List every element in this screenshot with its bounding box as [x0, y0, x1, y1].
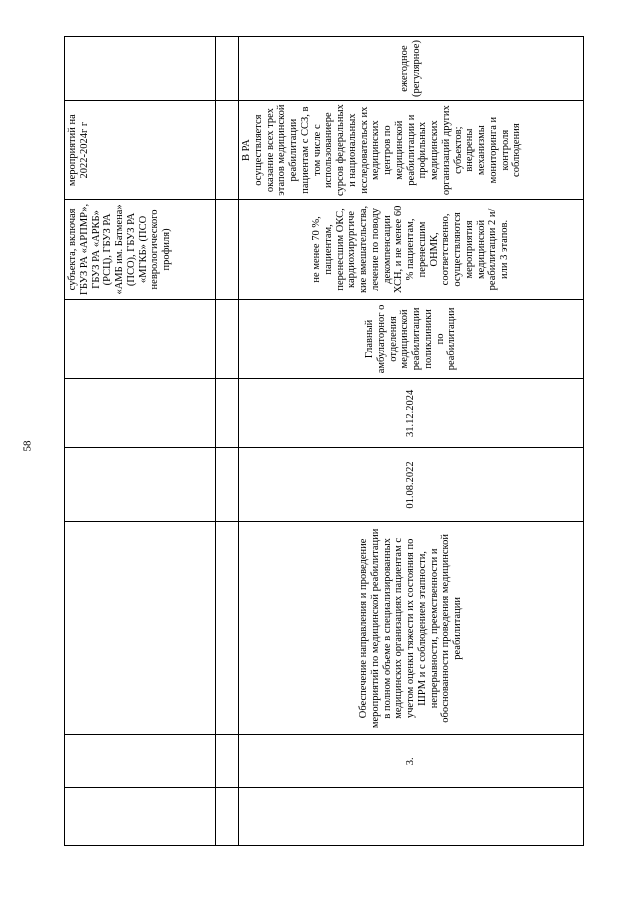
cell-result-previous: мероприятий на 2022-2024г г: [65, 101, 216, 200]
cell-periodicity: ежегодное (регулярное): [239, 37, 584, 101]
table-row-divider: [216, 37, 239, 846]
table-container: [64, 36, 584, 846]
cell-indicator: не менее 70 %, пациентам, перенесшим ОКС, кардиохирургиче кие вмешательства, лечение по поводу декомпенсации ХСН, и не менее 60 % пациентам, перенесшим ОНМК, соответственно, осуществляются мероприятия медицинской реабилитации 2 и/или 3 этапов.: [239, 200, 584, 299]
cell-blank: [65, 522, 216, 735]
cell-blank: [65, 448, 216, 522]
cell-result: В РА осуществляется оказание всех трех этапов медицинской реабилитации пациентам с ССЗ, в том числе с использованиере сурсов федеральных и национальных исследовательск их медицинских центров по медицинской реабилитации и профильных медицинских организаций других субъектов; внедрены механизмы мониторинга и контроля соблюдения: [239, 101, 584, 200]
cell-blank: [65, 379, 216, 448]
cell-blank: [65, 735, 216, 788]
plan-table: [64, 36, 584, 846]
rotated-table: [64, 36, 584, 846]
cell-blank: [65, 299, 216, 379]
cell-task: Обеспечение направления и проведение мероприятий по медицинской реабилитации в полном объеме в специализированных медицинских организациях пациентам с учетом оценки тяжести их состояния по ШРМ и с соблюдением этапности, непрерывности, преемственности и обоснованности проведения медицинской реабилитации: [239, 522, 584, 735]
table-row: [239, 37, 584, 846]
cell-number: 3.: [239, 735, 584, 788]
cell-end-date: 31.12.2024: [239, 379, 584, 448]
cell-responsible-previous: субъекта, включая ГБУЗ РА «АРПМР», ГБУЗ РА «АРКБ» (РСЦ), ГБУЗ РА «АМБ им. Батмена» (ПСО), ГБУЗ РА «МГКБ» (ПСО неврологического профиля): [65, 200, 216, 299]
page-number: 58: [21, 440, 34, 452]
table-row-previous: [65, 37, 216, 846]
cell-blank: [65, 37, 216, 101]
cell-start-date: 01.08.2022: [239, 448, 584, 522]
cell-responsible: Главный амбулаторног о отделения медицинской реабилитации поликлиники по реабилитации: [239, 299, 584, 379]
cell-blank: [239, 788, 584, 846]
cell-blank: [65, 788, 216, 846]
